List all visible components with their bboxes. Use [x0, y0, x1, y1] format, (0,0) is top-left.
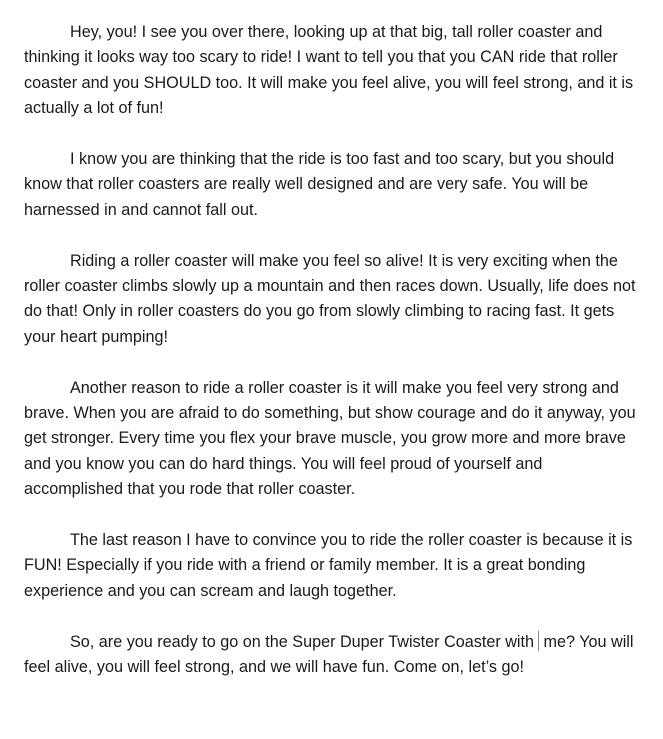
paragraph-fun: The last reason I have to convince you to ride the roller coaster is because it is FUN! Especially if you ride with a friend or family member. It is a great bonding experience and you can scream and laugh together.: [24, 531, 633, 600]
paragraph-conclusion: [24, 630, 645, 681]
paragraph-safety: I know you are thinking that the ride is too fast and too scary, but you should know that roller coasters are really well designed and are very safe. You will be harnessed in and cannot fall out.: [24, 150, 615, 219]
paragraph-intro: Hey, you! I see you over there, looking up at that big, tall roller coaster and thinking it looks way too scary to ride! I want to tell you that you CAN ride that roller coaster and you SHOULD too. It will make you feel alive, you will feel strong, and it is actually a lot of fun!: [24, 23, 634, 118]
conclusion-text-start: So, are you ready to go on the Super Duper Twister Coaster with: [70, 632, 534, 651]
text-cursor: [538, 631, 539, 651]
conclusion-text-end: me? You will feel alive, you will feel strong, and we will have fun. Come on, let’s go!: [24, 632, 634, 677]
paragraph-alive: Riding a roller coaster will make you feel so alive! It is very exciting when the roller coaster climbs slowly up a mountain and then races down. Usually, life does not do that! Only in roller coasters do you go from slowly climbing to racing fast. It gets your heart pumping!: [24, 251, 636, 346]
paragraph-brave: Another reason to ride a roller coaster is it will make you feel very strong and brave. When you are afraid to do something, but show courage and do it anyway, you get stronger. Every time you flex your brave muscle, you grow more and more brave and you know you can do hard things. You will feel proud of yourself and accomplished that you rode that roller coaster.: [24, 378, 636, 499]
